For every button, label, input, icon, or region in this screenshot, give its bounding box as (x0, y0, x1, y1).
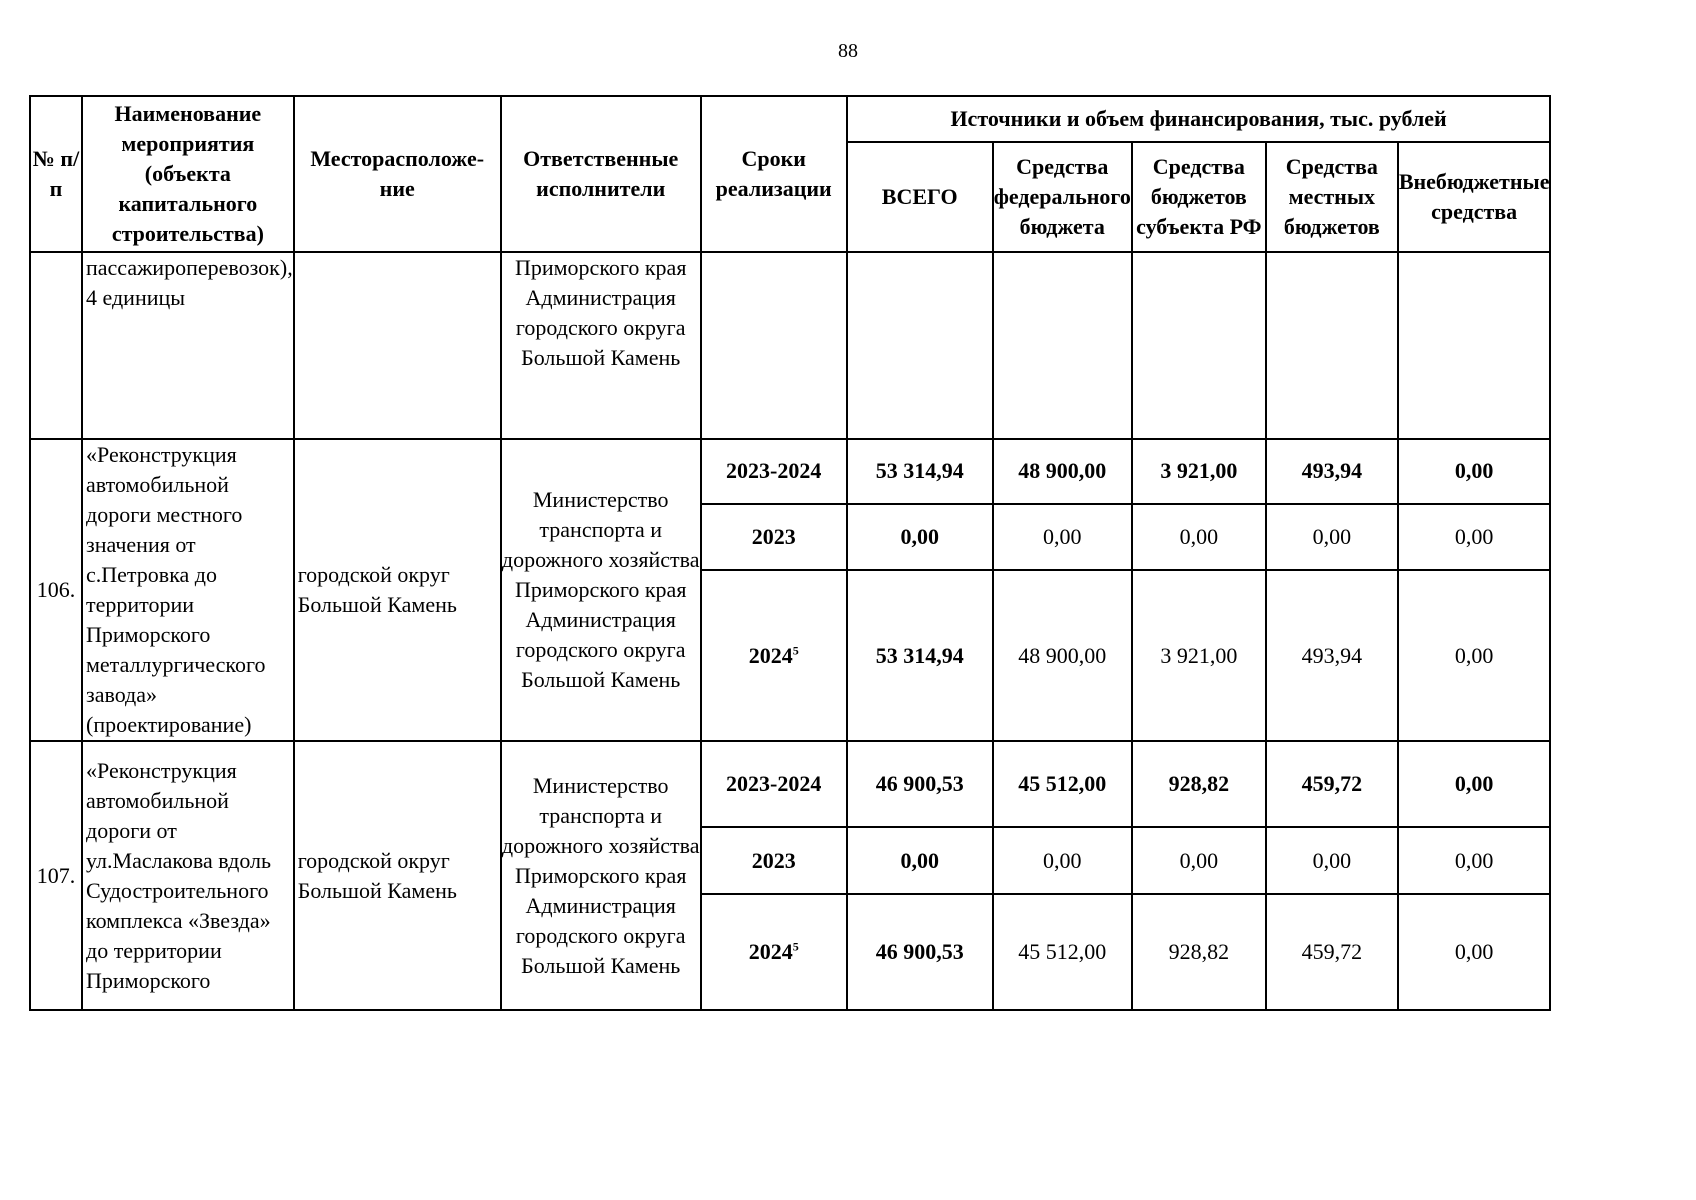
cell-federal: 0,00 (993, 827, 1132, 894)
funding-table (29, 95, 1551, 1011)
table-row (30, 252, 1550, 439)
header-total: ВСЕГО (847, 142, 993, 252)
cell-period: 2023 (701, 827, 847, 894)
cell-local: 459,72 (1266, 894, 1398, 1010)
cell-local: 459,72 (1266, 741, 1398, 827)
cell-regional: 928,82 (1132, 894, 1266, 1010)
header-period: Сроки реализации (701, 96, 847, 252)
cell-regional: 3 921,00 (1132, 439, 1266, 504)
cell-local: 0,00 (1266, 827, 1398, 894)
header-extra: Внебюджетные средства (1398, 142, 1551, 252)
cell-total: 46 900,53 (847, 741, 993, 827)
cell-local: 493,94 (1266, 570, 1398, 741)
cell-regional: 0,00 (1132, 504, 1266, 571)
cell-num: 106. (30, 439, 82, 741)
period-text: 2024 (748, 642, 793, 668)
cell-num (30, 252, 82, 439)
cell-local: 493,94 (1266, 439, 1398, 504)
cell-total: 53 314,94 (847, 570, 993, 741)
cell-extra: 0,00 (1398, 504, 1551, 571)
footnote-mark: 5 (792, 643, 799, 658)
cell-regional: 928,82 (1132, 741, 1266, 827)
cell-period: 2023-2024 (701, 439, 847, 504)
header-executors: Ответственные исполнители (501, 96, 701, 252)
table-row (30, 741, 1550, 827)
cell-federal: 45 512,00 (993, 894, 1132, 1010)
cell-extra: 0,00 (1398, 439, 1551, 504)
cell-period (701, 570, 847, 741)
header-funding-group: Источники и объем финансирования, тыс. рублей (847, 96, 1551, 142)
cell-period (701, 894, 847, 1010)
cell-location: городской округ Большой Камень (294, 741, 501, 1010)
cell-period: 2023 (701, 504, 847, 571)
cell-extra: 0,00 (1398, 570, 1551, 741)
cell-name: «Реконструкция автомобильной дороги местного значения от с.Петровка до территории Приморского металлургического завода» (проектирование) (82, 439, 294, 741)
cell-extra: 0,00 (1398, 741, 1551, 827)
cell-total: 0,00 (847, 827, 993, 894)
cell-total: 46 900,53 (847, 894, 993, 1010)
cell-location: городской округ Большой Камень (294, 439, 501, 741)
page-number: 88 (838, 40, 858, 62)
cell-federal: 48 900,00 (993, 570, 1132, 741)
cell-total: 0,00 (847, 504, 993, 571)
table-row (30, 439, 1550, 504)
cell-regional: 0,00 (1132, 827, 1266, 894)
footnote-mark: 5 (792, 939, 799, 954)
header-location: Месторасположе-ние (294, 96, 501, 252)
cell-regional: 3 921,00 (1132, 570, 1266, 741)
header-num: № п/п (30, 96, 82, 252)
cell-num: 107. (30, 741, 82, 1010)
cell-executors: Министерство транспорта и дорожного хозяйства Приморского края Администрация городского округа Большой Камень (501, 741, 701, 1010)
header-federal: Средства федерального бюджета (993, 142, 1132, 252)
cell-federal: 45 512,00 (993, 741, 1132, 827)
period-text: 2024 (748, 939, 793, 964)
cell-name: пассажироперевозок), 4 единицы (82, 252, 294, 439)
cell-federal: 48 900,00 (993, 439, 1132, 504)
cell-local: 0,00 (1266, 504, 1398, 571)
cell-federal: 0,00 (993, 504, 1132, 571)
cell-extra: 0,00 (1398, 827, 1551, 894)
cell-location (294, 252, 501, 439)
cell-extra: 0,00 (1398, 894, 1551, 1010)
cell-total: 53 314,94 (847, 439, 993, 504)
header-name: Наименование мероприятия (объекта капитального строительства) (82, 96, 294, 252)
header-regional: Средства бюджетов субъекта РФ (1132, 142, 1266, 252)
cell-period: 2023-2024 (701, 741, 847, 827)
cell-executors: Приморского края Администрация городского округа Большой Камень (501, 252, 701, 439)
header-local: Средства местных бюджетов (1266, 142, 1398, 252)
cell-executors: Министерство транспорта и дорожного хозяйства Приморского края Администрация городского округа Большой Камень (501, 439, 701, 741)
cell-name: «Реконструкция автомобильной дороги от ул.Маслакова вдоль Судостроительного комплекса «Звезда» до территории Приморского (82, 741, 294, 1010)
